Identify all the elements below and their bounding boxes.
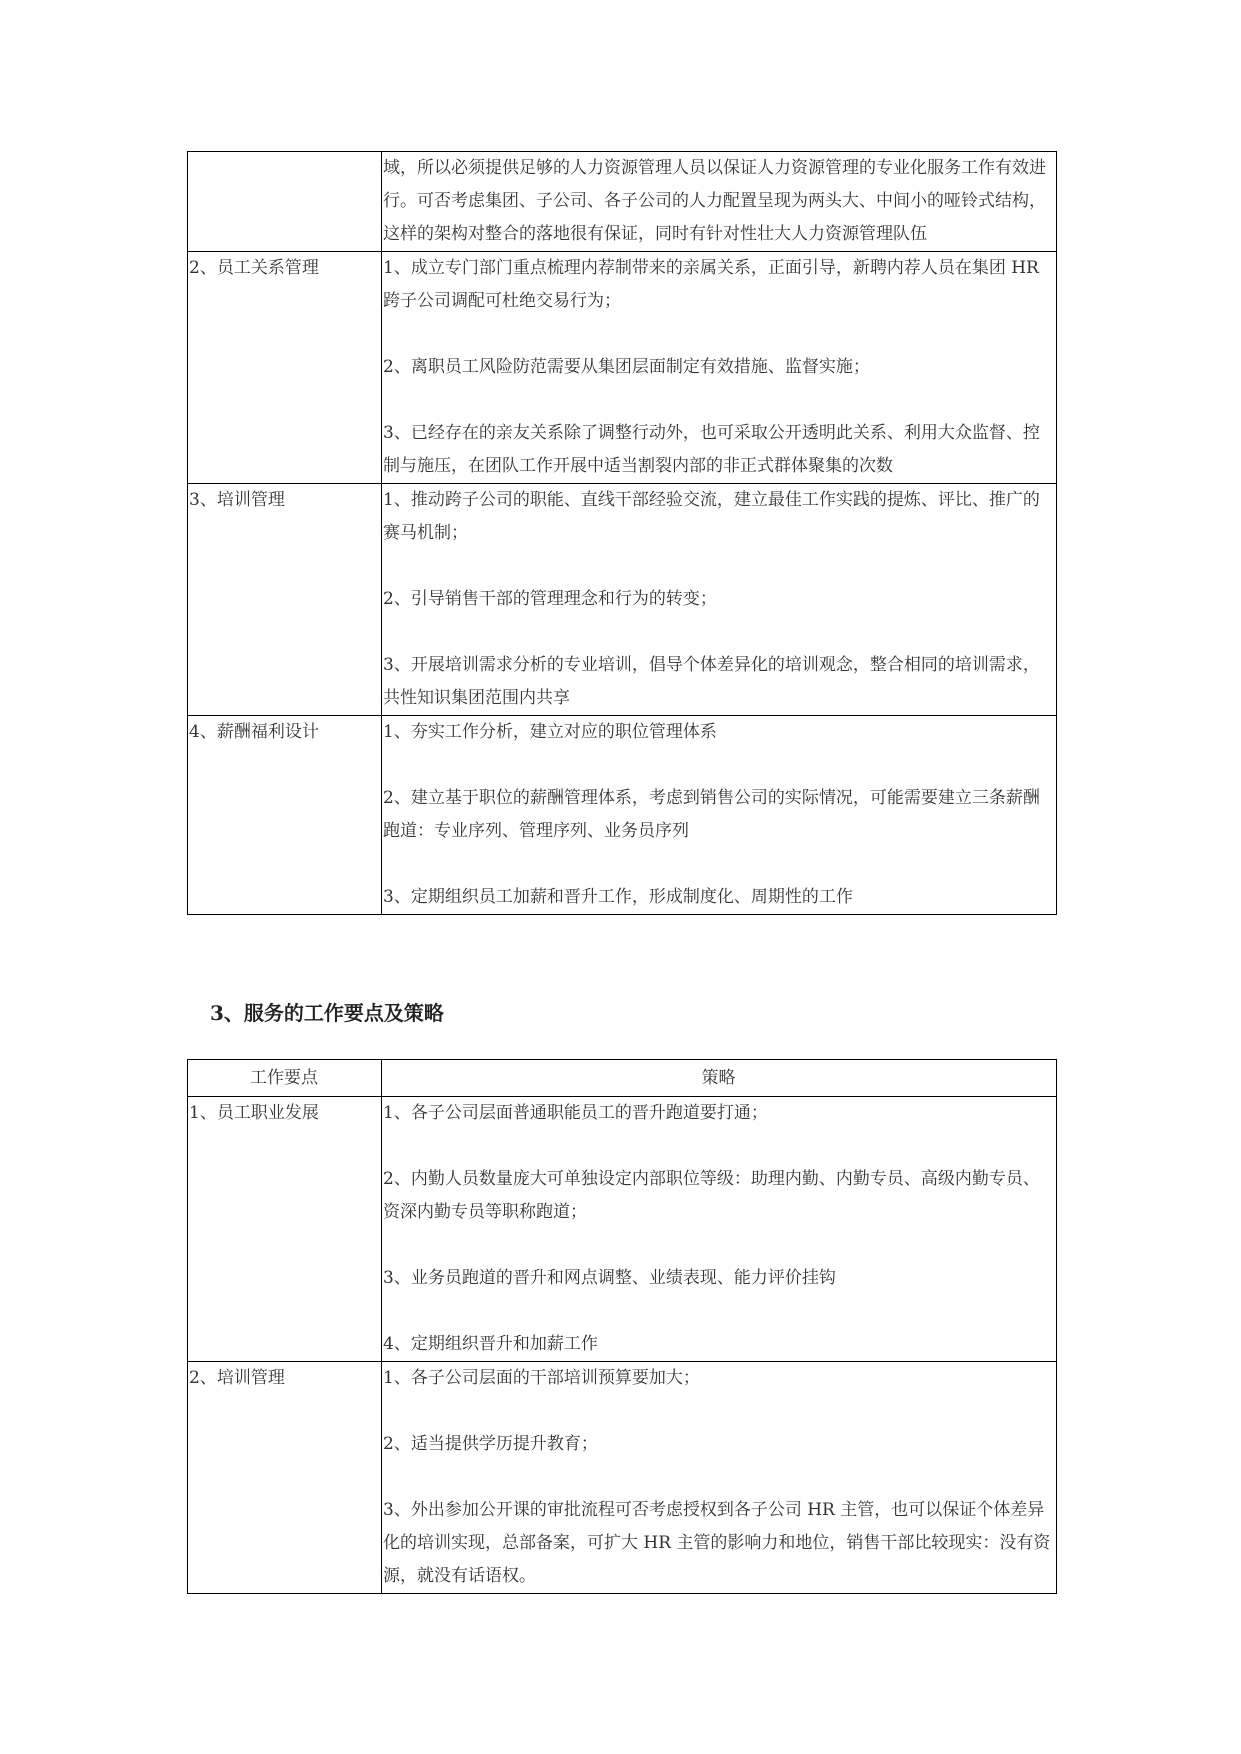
strategy-item: 3、业务员跑道的晋升和网点调整、业绩表现、能力评价挂钩: [383, 1268, 836, 1288]
work-point-cell: 1、员工职业发展: [188, 1097, 382, 1362]
strategy-item: 2、适当提供学历提升教育；: [383, 1434, 598, 1454]
work-point-cell: 4、薪酬福利设计: [188, 716, 382, 915]
table-row: [188, 484, 1057, 716]
table-row: [188, 252, 1057, 484]
strategy-item: 2、内勤人员数量庞大可单独设定内部职位等级：助理内勤、内勤专员、高级内勤专员、资深内勤专员等职称跑道；: [383, 1169, 1040, 1222]
table-row: [188, 716, 1057, 915]
strategy-item: 1、夯实工作分析，建立对应的职位管理体系: [383, 722, 717, 742]
work-point-cell: [188, 152, 382, 252]
strategy-cell: [382, 152, 1057, 252]
work-point-cell: 2、员工关系管理: [188, 252, 382, 484]
section-heading: 3、服务的工作要点及策略: [210, 1001, 444, 1025]
strategy-item: 2、建立基于职位的薪酬管理体系，考虑到销售公司的实际情况，可能需要建立三条薪酬跑道：专业序列、管理序列、业务员序列: [383, 788, 1040, 841]
strategy-item: 1、成立专门部门重点梳理内荐制带来的亲属关系，正面引导，新聘内荐人员在集团 HR 跨子公司调配可杜绝交易行为；: [383, 258, 1039, 311]
table-row: [188, 1362, 1057, 1594]
strategy-item: 1、各子公司层面普通职能员工的晋升跑道要打通；: [383, 1103, 768, 1123]
strategy-item: 3、开展培训需求分析的专业培训，倡导个体差异化的培训观念，整合相同的培训需求，共性知识集团范围内共享: [383, 655, 1040, 708]
table-header-row: [188, 1060, 1057, 1097]
strategy-cell: [382, 484, 1057, 716]
column-header-work-point: 工作要点: [188, 1060, 382, 1097]
table-row: [188, 152, 1057, 252]
strategy-cell: [382, 1362, 1057, 1594]
strategy-item: 1、推动跨子公司的职能、直线干部经验交流，建立最佳工作实践的提炼、评比、推广的赛马机制；: [383, 490, 1040, 543]
strategy-item: 2、离职员工风险防范需要从集团层面制定有效措施、监督实施；: [383, 357, 870, 377]
strategy-item: 3、定期组织员工加薪和晋升工作，形成制度化、周期性的工作: [383, 887, 853, 907]
strategy-item: 域，所以必须提供足够的人力资源管理人员以保证人力资源管理的专业化服务工作有效进行。可否考虑集团、子公司、各子公司的人力配置呈现为两头大、中间小的哑铃式结构，这样的架构对整合的落地很有保证，同时有针对性壮大人力资源管理队伍: [383, 158, 1046, 244]
work-point-cell: 2、培训管理: [188, 1362, 382, 1594]
strategy-cell: [382, 252, 1057, 484]
strategy-item: 3、已经存在的亲友关系除了调整行动外，也可采取公开透明此关系、利用大众监督、控制与施压，在团队工作开展中适当割裂内部的非正式群体聚集的次数: [383, 423, 1040, 476]
strategy-item: 4、定期组织晋升和加薪工作: [383, 1334, 598, 1354]
strategy-cell: [382, 716, 1057, 915]
service-strategy-table: [187, 1059, 1057, 1594]
work-point-cell: 3、培训管理: [188, 484, 382, 716]
strategy-item: 3、外出参加公开课的审批流程可否考虑授权到各子公司 HR 主管，也可以保证个体差异化的培训实现，总部备案，可扩大 HR 主管的影响力和地位，销售干部比较现实：没有资源，就没有话语权。: [383, 1500, 1051, 1586]
column-header-strategy: 策略: [382, 1060, 1057, 1097]
strategy-item: 1、各子公司层面的干部培训预算要加大；: [383, 1368, 700, 1388]
hr-strategy-table-continued: [187, 151, 1057, 915]
table-row: [188, 1097, 1057, 1362]
strategy-cell: [382, 1097, 1057, 1362]
strategy-item: 2、引导销售干部的管理理念和行为的转变；: [383, 589, 717, 609]
